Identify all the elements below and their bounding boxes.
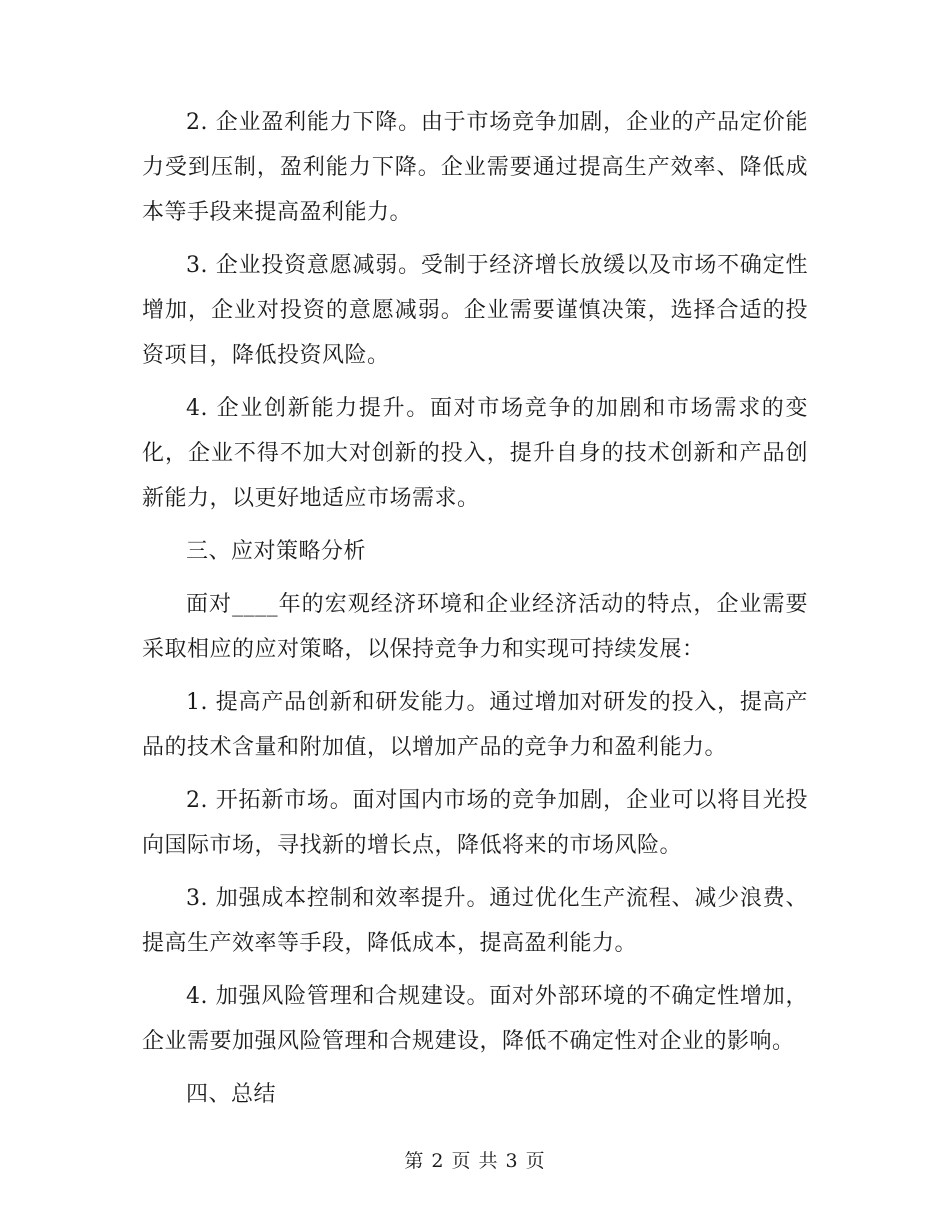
page-number-footer: 第 2 页 共 3 页	[404, 1150, 546, 1172]
paragraph-strategy-intro: 面对____年的宏观经济环境和企业经济活动的特点，企业需要采取相应的应对策略，以保持竞争力和实现可持续发展：	[142, 592, 808, 662]
paragraph-strategy-new-market: 2. 开拓新市场。面对国内市场的竞争加剧，企业可以将目光投向国际市场，寻找新的增长点，降低将来的市场风险。	[142, 788, 808, 858]
paragraph-profitability-decline: 2. 企业盈利能力下降。由于市场竞争加剧，企业的产品定价能力受到压制，盈利能力下降。企业需要通过提高生产效率、降低成本等手段来提高盈利能力。	[142, 110, 808, 225]
paragraph-investment-weakening: 3. 企业投资意愿减弱。受制于经济增长放缓以及市场不确定性增加，企业对投资的意愿减弱。企业需要谨慎决策，选择合适的投资项目，降低投资风险。	[142, 253, 808, 368]
section-heading-strategy: 三、应对策略分析	[186, 539, 367, 564]
paragraph-innovation-increase: 4. 企业创新能力提升。面对市场竞争的加剧和市场需求的变化，企业不得不加大对创新的投入，提升自身的技术创新和产品创新能力，以更好地适应市场需求。	[142, 396, 808, 511]
document-page	[142, 100, 808, 1125]
paragraph-strategy-cost-control: 3. 加强成本控制和效率提升。通过优化生产流程、减少浪费、提高生产效率等手段，降低成本，提高盈利能力。	[142, 886, 808, 956]
paragraph-strategy-rnd: 1. 提高产品创新和研发能力。通过增加对研发的投入，提高产品的技术含量和附加值，以增加产品的竞争力和盈利能力。	[142, 690, 808, 760]
paragraph-strategy-risk: 4. 加强风险管理和合规建设。面对外部环境的不确定性增加，企业需要加强风险管理和合规建设，降低不确定性对企业的影响。	[142, 984, 808, 1054]
section-heading-summary: 四、总结	[186, 1082, 277, 1107]
